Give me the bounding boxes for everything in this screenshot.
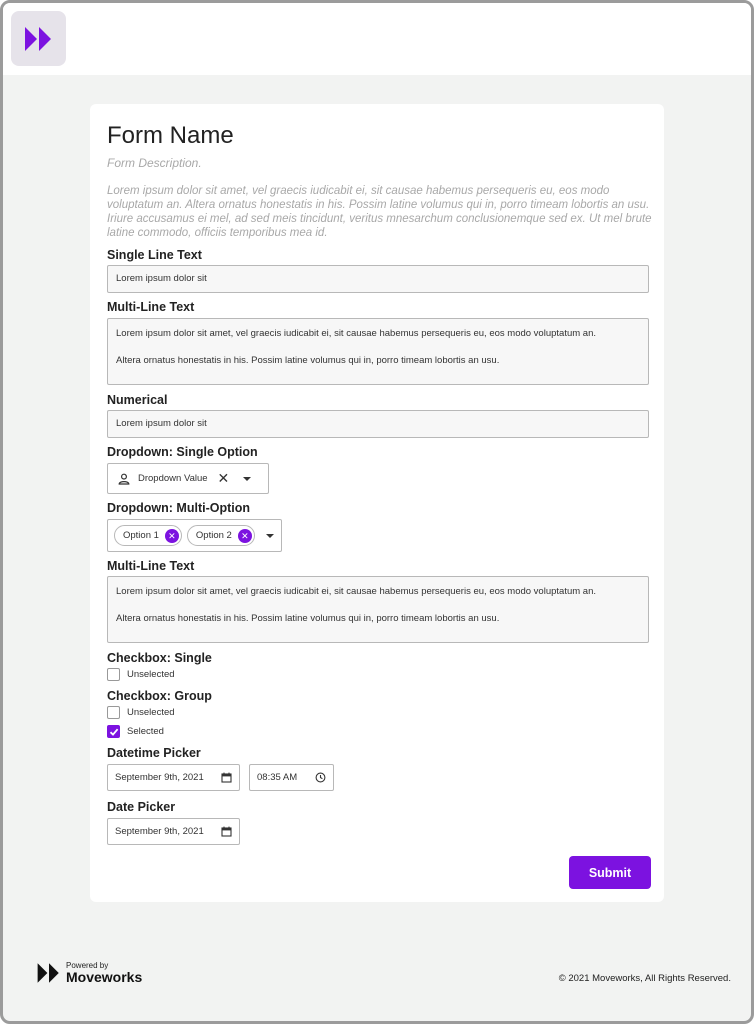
person-icon (118, 473, 130, 485)
checkbox-group-row-1[interactable] (107, 706, 175, 719)
multi-line-paragraph-2: Altera ornatus honestatis in his. Possim latine volumus qui in, porro timeam lobortis an usu. (116, 613, 500, 624)
option-chip-label: Option 2 (195, 530, 232, 541)
checkbox-unchecked[interactable] (107, 668, 120, 681)
footer-brand (36, 960, 142, 986)
chevron-down-icon[interactable] (266, 534, 274, 538)
logo-tile[interactable] (11, 11, 66, 66)
checkmark-icon (109, 727, 119, 737)
dropdown-single-value: Dropdown Value (138, 473, 208, 484)
dropdown-single-label: Dropdown: Single Option (107, 445, 258, 459)
form-description: Form Description. (107, 156, 202, 170)
numerical-input[interactable]: Lorem ipsum dolor sit (107, 410, 649, 438)
calendar-icon[interactable] (221, 772, 232, 783)
copyright-text: © 2021 Moveworks, All Rights Reserved. (558, 973, 731, 984)
brand-name: Moveworks (66, 969, 143, 985)
checkbox-group-row-2[interactable] (107, 725, 164, 738)
multi-line-label-2: Multi-Line Text (107, 559, 195, 573)
option-chip-label: Option 1 (123, 530, 159, 541)
moveworks-logo-icon (23, 25, 55, 53)
clear-icon[interactable]: ✕ (217, 470, 230, 486)
calendar-icon[interactable] (221, 826, 232, 837)
multi-line-paragraph-2: Altera ornatus honestatis in his. Possim latine volumus qui in, porro timeam lobortis an usu. (116, 355, 500, 366)
single-line-input[interactable]: Lorem ipsum dolor sit (107, 265, 649, 293)
multi-line-label: Multi-Line Text (107, 300, 195, 314)
numerical-label: Numerical (107, 393, 168, 407)
multi-line-paragraph-1: Lorem ipsum dolor sit amet, vel graecis iudicabit ei, sit causae habemus persequeris eu, eos modo voluptatum an. (116, 328, 596, 339)
multi-line-textarea[interactable] (107, 318, 649, 385)
form-title: Form Name (107, 122, 234, 149)
checkbox-checked[interactable] (107, 725, 120, 738)
clock-icon[interactable] (315, 772, 326, 783)
chevron-down-icon[interactable] (243, 477, 251, 481)
date-picker-value: September 9th, 2021 (115, 826, 204, 837)
date-picker-label: Date Picker (107, 800, 176, 814)
form-card (90, 104, 664, 902)
top-bar (3, 3, 751, 75)
single-line-label: Single Line Text (107, 248, 202, 262)
checkbox-group-label: Checkbox: Group (107, 689, 212, 703)
submit-button[interactable]: Submit (569, 856, 651, 889)
checkbox-option-label: Unselected (127, 669, 175, 680)
moveworks-logo-icon (36, 960, 62, 986)
powered-by-text: Powered by (66, 961, 109, 970)
date-value: September 9th, 2021 (115, 772, 204, 783)
remove-chip-icon[interactable]: ✕ (165, 529, 179, 543)
checkbox-single-row[interactable] (107, 668, 175, 681)
multi-line-paragraph-1: Lorem ipsum dolor sit amet, vel graecis iudicabit ei, sit causae habemus persequeris eu, eos modo voluptatum an. (116, 586, 596, 597)
date-input[interactable] (107, 764, 240, 791)
option-chip (114, 525, 182, 546)
dropdown-single-select[interactable] (107, 463, 269, 494)
checkbox-option-label: Unselected (127, 707, 175, 718)
form-intro-text: Lorem ipsum dolor sit amet, vel graecis iudicabit ei, sit causae habemus persequeris eu, eos modo voluptatum an. Altera ornatus honestatis in his. Possim latine volumus qui in, porro timeam lobortis an usu. Iriure accusamus ei mel, ad sed meis tincidunt, veritus mnesarchum conclusionemque sed ex. Ut mel brute latine commodo, officiis temporibus mea id. (107, 185, 652, 239)
checkbox-option-label: Selected (127, 726, 164, 737)
time-value: 08:35 AM (257, 772, 298, 783)
checkbox-single-label: Checkbox: Single (107, 651, 212, 665)
time-input[interactable] (249, 764, 334, 791)
dropdown-multi-label: Dropdown: Multi-Option (107, 501, 251, 515)
checkbox-unchecked[interactable] (107, 706, 120, 719)
remove-chip-icon[interactable]: ✕ (238, 529, 252, 543)
dropdown-multi-select[interactable] (107, 519, 282, 552)
date-picker-input[interactable] (107, 818, 240, 845)
footer-brand-text (66, 961, 142, 985)
datetime-picker-label: Datetime Picker (107, 746, 201, 760)
option-chip (187, 525, 255, 546)
multi-line-textarea-2[interactable] (107, 576, 649, 643)
